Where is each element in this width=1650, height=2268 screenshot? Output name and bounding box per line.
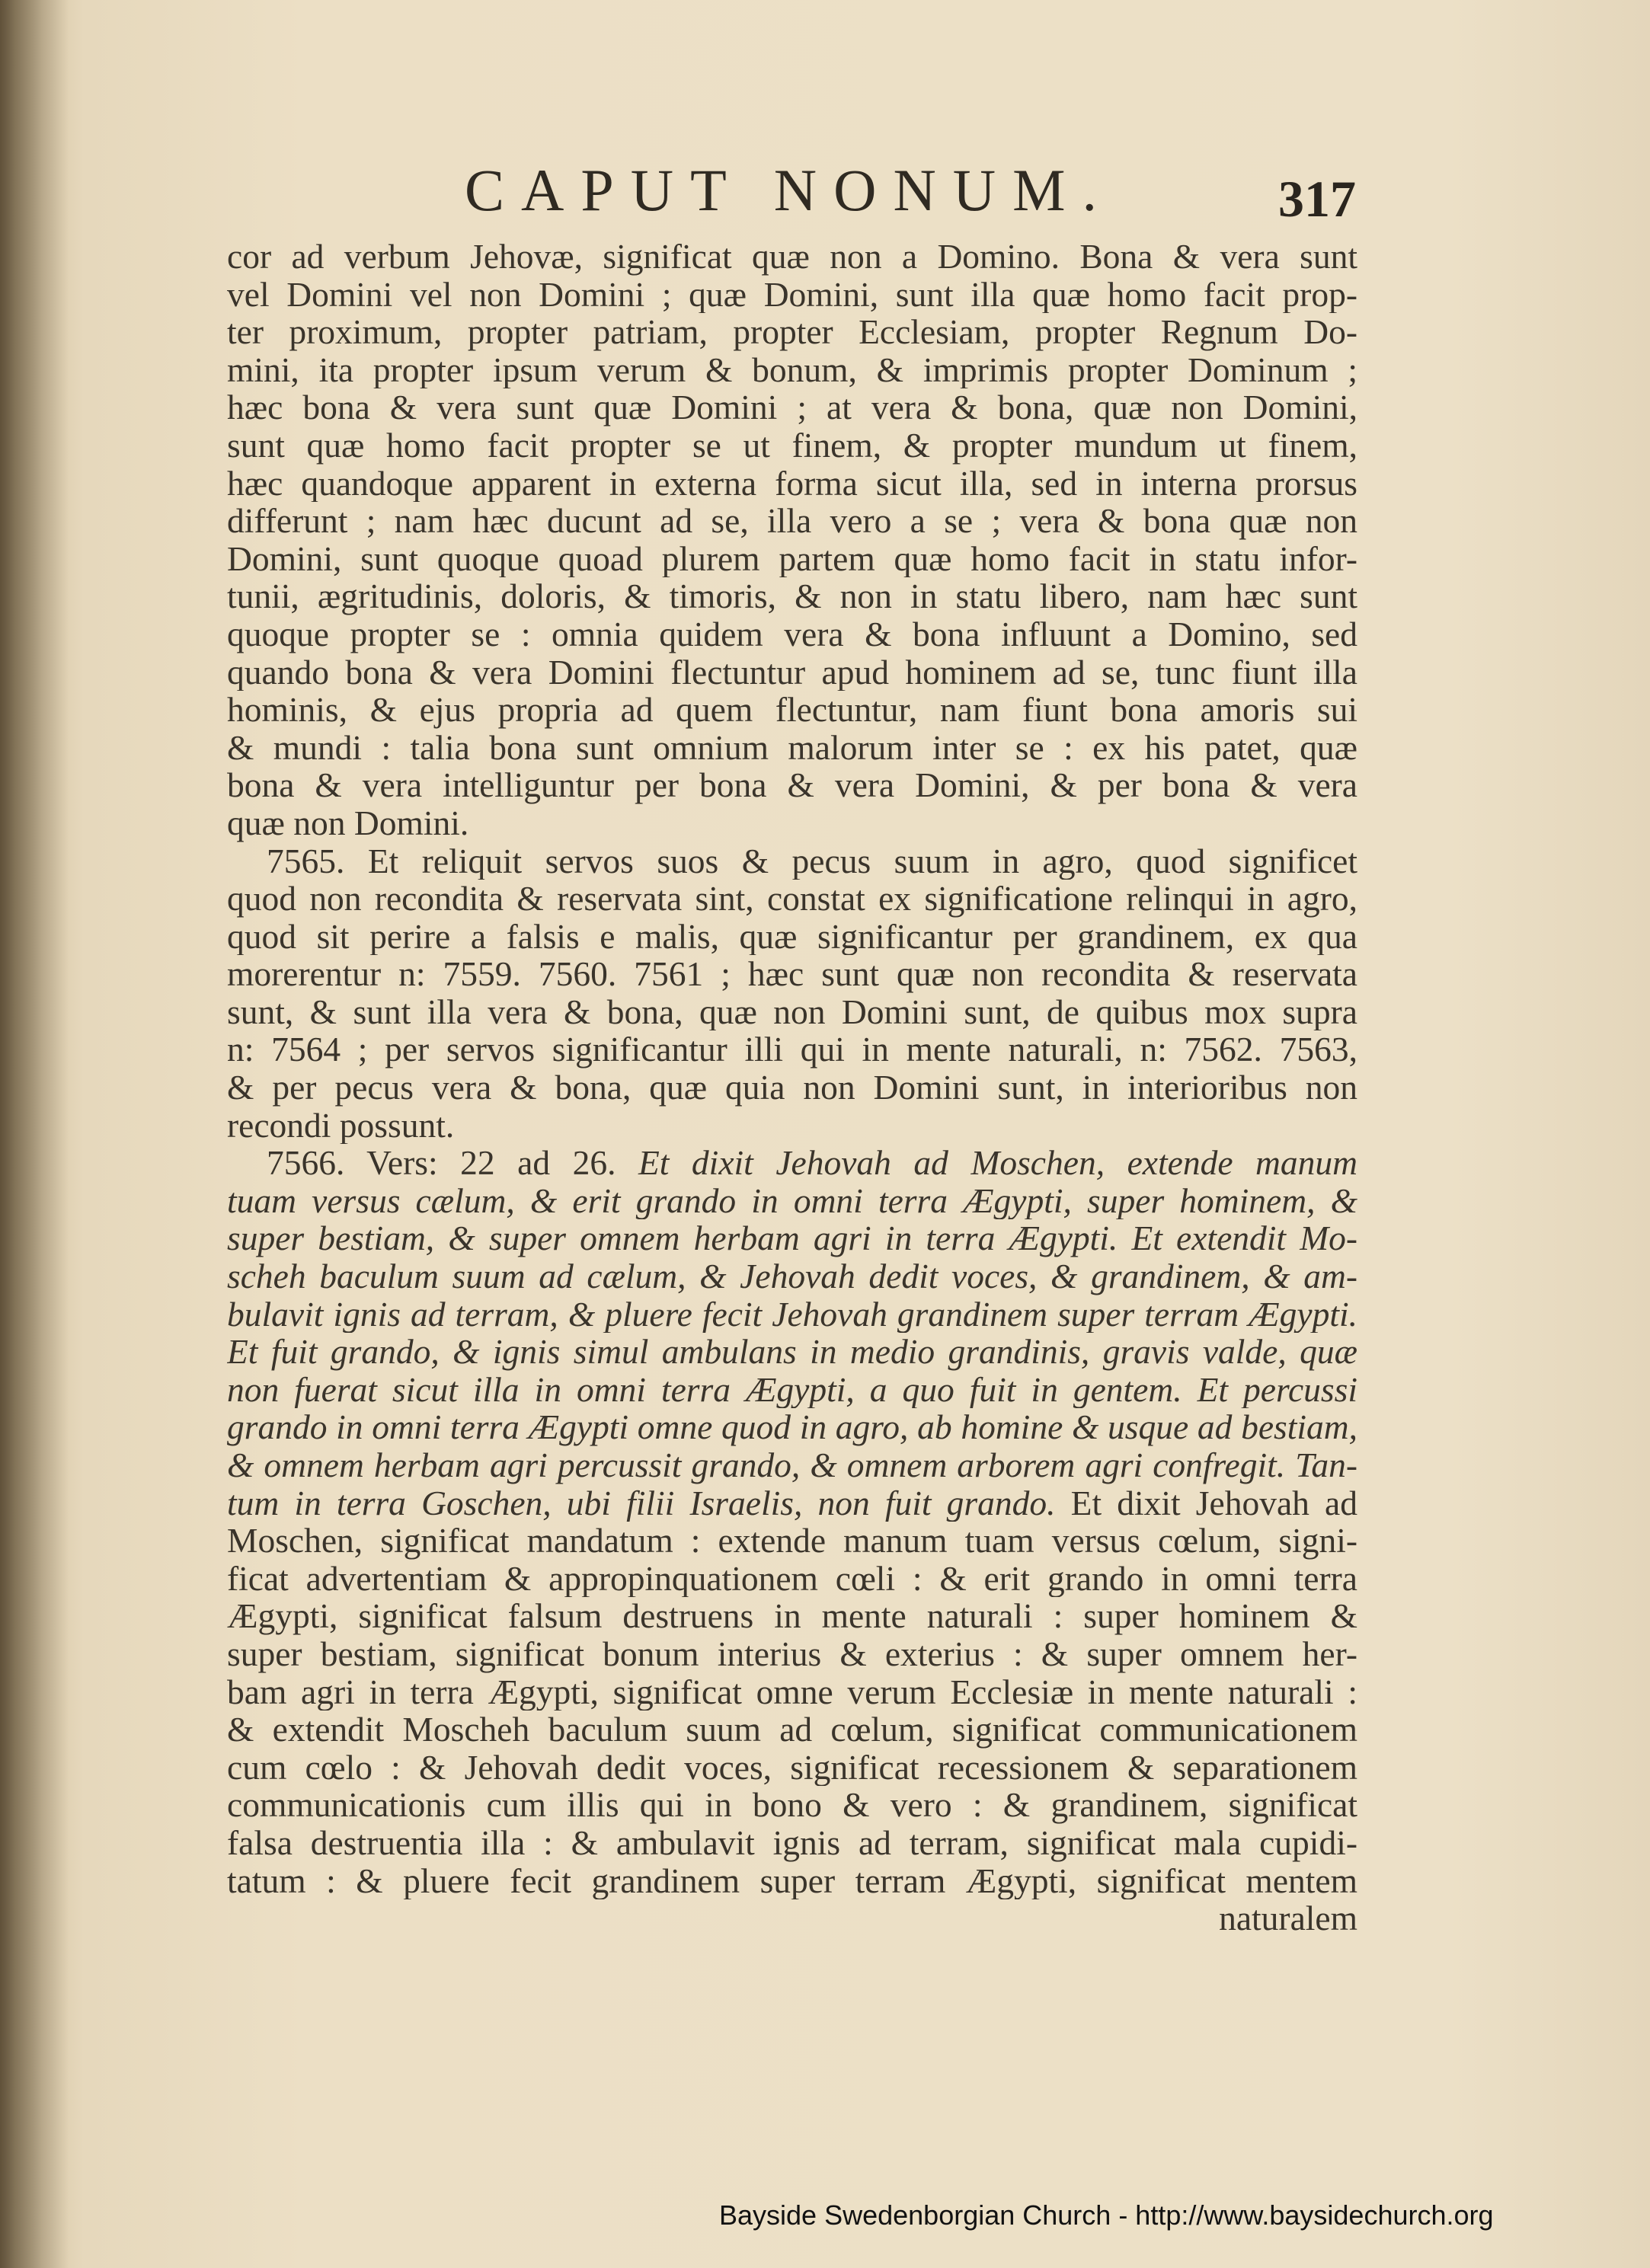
running-head: CAPUT NONUM. [465, 157, 1114, 223]
text-line: naturalem [1219, 1899, 1357, 1937]
text-line: ficat advertentiam & appropinquationem cœli : & erit grando in omni terra [227, 1559, 1357, 1598]
text-line: super bestiam, & super omnem herbam agri in terra Ægypti. Et extendit Mo- [227, 1219, 1357, 1258]
footer-credit: Bayside Swedenborgian Church - http://www.baysidechurch.org [719, 2199, 1494, 2231]
text-line: & per pecus vera & bona, quæ quia non Domini sunt, in interioribus non [227, 1069, 1357, 1107]
text-line [227, 1484, 1357, 1522]
text-line: quæ non Domini. [227, 803, 469, 842]
text-line: tuam versus cælum, & erit grando in omni terra Ægypti, super hominem, & [227, 1181, 1357, 1220]
text-line: sunt, & sunt illa vera & bona, quæ non Domini sunt, de quibus mox supra [227, 992, 1357, 1031]
text-line: sunt quæ homo facit propter se ut finem, & propter mundum ut finem, [227, 426, 1357, 465]
text-line: bona & vera intelliguntur per bona & vera Domini, & per bona & vera [227, 766, 1357, 804]
text-line: hæc quandoque apparent in externa forma sicut illa, sed in interna prorsus [227, 464, 1357, 503]
text-line: quod sit perire a falsis e malis, quæ significantur per grandinem, ex qua [227, 917, 1357, 956]
text-line: scheh baculum suum ad cælum, & Jehovah dedit voces, & grandinem, & am- [227, 1257, 1357, 1295]
text-line: morerentur n: 7559. 7560. 7561 ; hæc sunt quæ non recondita & reservata [227, 955, 1357, 993]
text-line: hæc bona & vera sunt quæ Domini ; at vera & bona, quæ non Domini, [227, 388, 1357, 426]
text-line: 7565. Et reliquit servos suos & pecus suum in agro, quod significet [267, 842, 1357, 880]
text-line: & mundi : talia bona sunt omnium malorum inter se : ex his patet, quæ [227, 728, 1357, 767]
text-line: cor ad verbum Jehovæ, significat quæ non a Domino. Bona & vera sunt [227, 238, 1357, 276]
text-line: super bestiam, significat bonum interius & exterius : & super omnem her- [227, 1634, 1357, 1673]
text-line: & extendit Moscheh baculum suum ad cœlum, significat communicationem [227, 1711, 1357, 1749]
text-line: recondi possunt. [227, 1106, 455, 1145]
text-line: n: 7564 ; per servos significantur illi qui in mente naturali, n: 7562. 7563, [227, 1030, 1357, 1069]
body-text [227, 238, 1357, 1937]
text-line: bulavit ignis ad terram, & pluere fecit Jehovah grandinem super terram Ægypti. [227, 1295, 1357, 1334]
text-line: tatum : & pluere fecit grandinem super terram Ægypti, significat mentem [227, 1861, 1357, 1900]
text-line: cum cœlo : & Jehovah dedit voces, significat recessionem & separationem [227, 1748, 1357, 1787]
text-line: quoque propter se : omnia quidem vera & bona influunt a Domino, sed [227, 615, 1357, 653]
text-line: mini, ita propter ipsum verum & bonum, & imprimis propter Dominum ; [227, 350, 1357, 389]
text-line: vel Domini vel non Domini ; quæ Domini, sunt illa quæ homo facit prop- [227, 275, 1357, 314]
page-number: 317 [1278, 170, 1356, 228]
commentary-text: Et dixit Jehovah ad [1070, 1484, 1357, 1522]
scripture-quote: tum in terra Goschen, ubi filii Israelis, non fuit grando. [227, 1484, 1071, 1522]
paragraph-number: 7566. Vers: 22 ad 26. [267, 1144, 638, 1182]
text-line: Moschen, significat mandatum : extende manum tuam versus cœlum, signi- [227, 1522, 1357, 1560]
gutter-shadow [0, 0, 69, 2268]
text-line: Ægypti, significat falsum destruens in mente naturali : super hominem & [227, 1597, 1357, 1635]
text-line: falsa destruentia illa : & ambulavit ignis ad terram, significat mala cupidi- [227, 1823, 1357, 1862]
text-line: tunii, ægritudinis, doloris, & timoris, & non in statu libero, nam hæc sunt [227, 577, 1357, 615]
text-line: bam agri in terra Ægypti, significat omne verum Ecclesiæ in mente naturali : [227, 1672, 1357, 1711]
text-line: hominis, & ejus propria ad quem flectuntur, nam fiunt bona amoris sui [227, 691, 1357, 729]
text-line [227, 1144, 1357, 1182]
text-line: Domini, sunt quoque quoad plurem partem quæ homo facit in statu infor- [227, 539, 1357, 578]
scripture-quote: Et dixit Jehovah ad Moschen, extende manum [638, 1144, 1357, 1182]
text-line: ter proximum, propter patriam, propter Ecclesiam, propter Regnum Do- [227, 313, 1357, 351]
text-line: grando in omni terra Ægypti omne quod in agro, ab homine & usque ad bestiam, [227, 1408, 1357, 1446]
text-line: quando bona & vera Domini flectuntur apud hominem ad se, tunc fiunt illa [227, 653, 1357, 692]
text-line: non fuerat sicut illa in omni terra Ægypti, a quo fuit in gentem. Et percussi [227, 1370, 1357, 1409]
text-line: communicationis cum illis qui in bono & vero : & grandinem, significat [227, 1786, 1357, 1824]
text-line: differunt ; nam hæc ducunt ad se, illa vero a se ; vera & bona quæ non [227, 502, 1357, 540]
text-line: & omnem herbam agri percussit grando, & omnem arborem agri confregit. Tan- [227, 1446, 1357, 1484]
text-line: Et fuit grando, & ignis simul ambulans in medio grandinis, gravis valde, quæ [227, 1333, 1357, 1371]
text-line: quod non recondita & reservata sint, constat ex significatione relinqui in agro, [227, 880, 1357, 918]
